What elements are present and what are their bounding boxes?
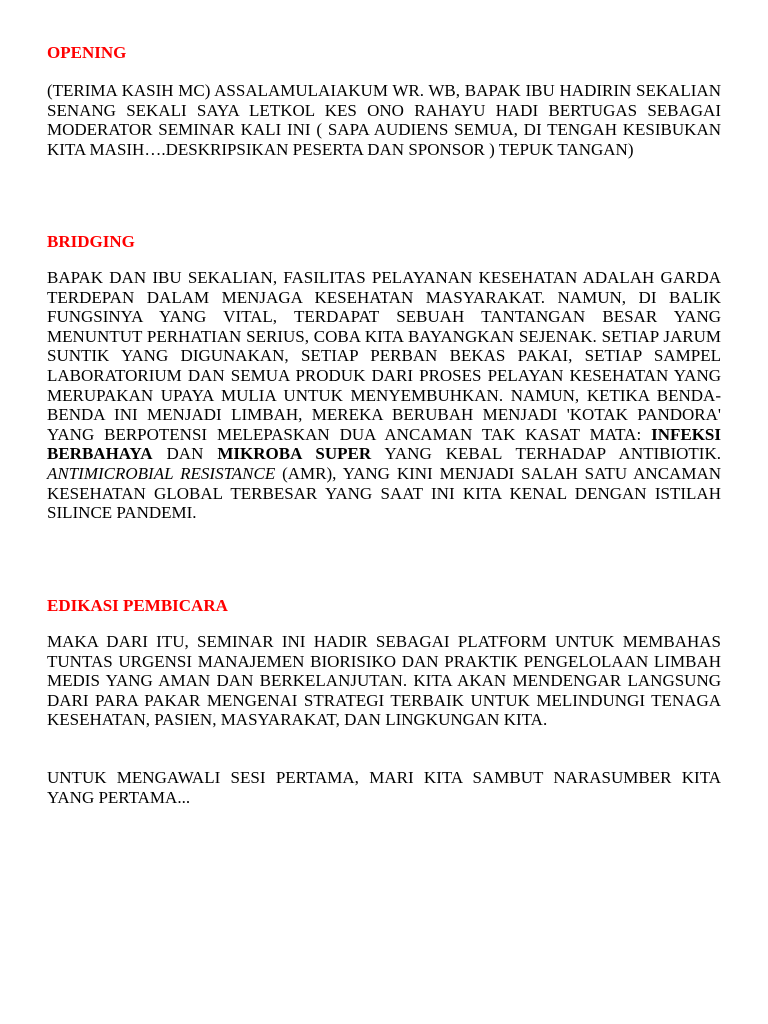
paragraph-closing: UNTUK MENGAWALI SESI PERTAMA, MARI KITA SAMBUT NARASUMBER KITA YANG PERTAMA... (47, 768, 721, 807)
bridging-text-2: DAN (152, 444, 218, 464)
bridging-bold-infeksi: INFEKSI BERBAHAYA (47, 424, 721, 464)
bridging-text-1: BAPAK DAN IBU SEKALIAN, FASILITAS PELAYANAN KESEHATAN ADALAH GARDA TERDEPAN DALAM MENJAGA KESEHATAN MASYARAKAT. NAMUN, DI BALIK FUNGSINYA YANG VITAL, TERDAPAT SEBUAH TANTANGAN BESAR YANG MENUNTUT PERHATIAN SERIUS, COBA KITA BAYANGKAN SEJENAK. SETIAP JARUM SUNTIK YANG DIGUNAKAN, SETIAP PERBAN BEKAS PAKAI, SETIAP SAMPEL LABORATORIUM DAN SEMUA PRODUK DARI PROSES PELAYAN KESEHATAN YANG MERUPAKAN UPAYA MULIA UNTUK MENYEMBUHKAN. NAMUN, KETIKA BENDA-BENDA INI MENJADI LIMBAH, MEREKA BERUBAH MENJADI 'KOTAK PANDORA' YANG BERPOTENSI MELEPASKAN DUA ANCAMAN TAK KASAT MATA: (47, 268, 721, 444)
bridging-text-3: YANG KEBAL TERHADAP ANTIBIOTIK. (371, 444, 721, 464)
bridging-text-4: (AMR), YANG KINI MENJADI SALAH SATU ANCAMAN KESEHATAN GLOBAL TERBESAR YANG SAAT INI KITA KENAL DENGAN ISTILAH SILINCE PANDEMI. (47, 463, 721, 523)
bridging-italic-amr: ANTIMICROBIAL RESISTANCE (47, 463, 276, 483)
paragraph-opening: (TERIMA KASIH MC) ASSALAMULAIAKUM WR. WB, BAPAK IBU HADIRIN SEKALIAN SENANG SEKALI SAYA LETKOL KES ONO RAHAYU HADI BERTUGAS SEBAGAI MODERATOR SEMINAR KALI INI ( SAPA AUDIENS SEMUA, DI TENGAH KESIBUKAN KITA MASIH….DESKRIPSIKAN PESERTA DAN SPONSOR ) TEPUK TANGAN) (47, 81, 721, 159)
bridging-bold-mikroba: MIKROBA SUPER (217, 444, 372, 464)
heading-bridging: BRIDGING (47, 232, 135, 251)
paragraph-bridging (47, 268, 721, 523)
heading-opening: OPENING (47, 43, 127, 62)
paragraph-edikasi: MAKA DARI ITU, SEMINAR INI HADIR SEBAGAI PLATFORM UNTUK MEMBAHAS TUNTAS URGENSI MANAJEMEN BIORISIKO DAN PRAKTIK PENGELOLAAN LIMBAH MEDIS YANG AMAN DAN BERKELANJUTAN. KITA AKAN MENDENGAR LANGSUNG DARI PARA PAKAR MENGENAI STRATEGI TERBAIK UNTUK MELINDUNGI TENAGA KESEHATAN, PASIEN, MASYARAKAT, DAN LINGKUNGAN KITA. (47, 632, 721, 730)
heading-edikasi-pembicara: EDIKASI PEMBICARA (47, 596, 228, 615)
